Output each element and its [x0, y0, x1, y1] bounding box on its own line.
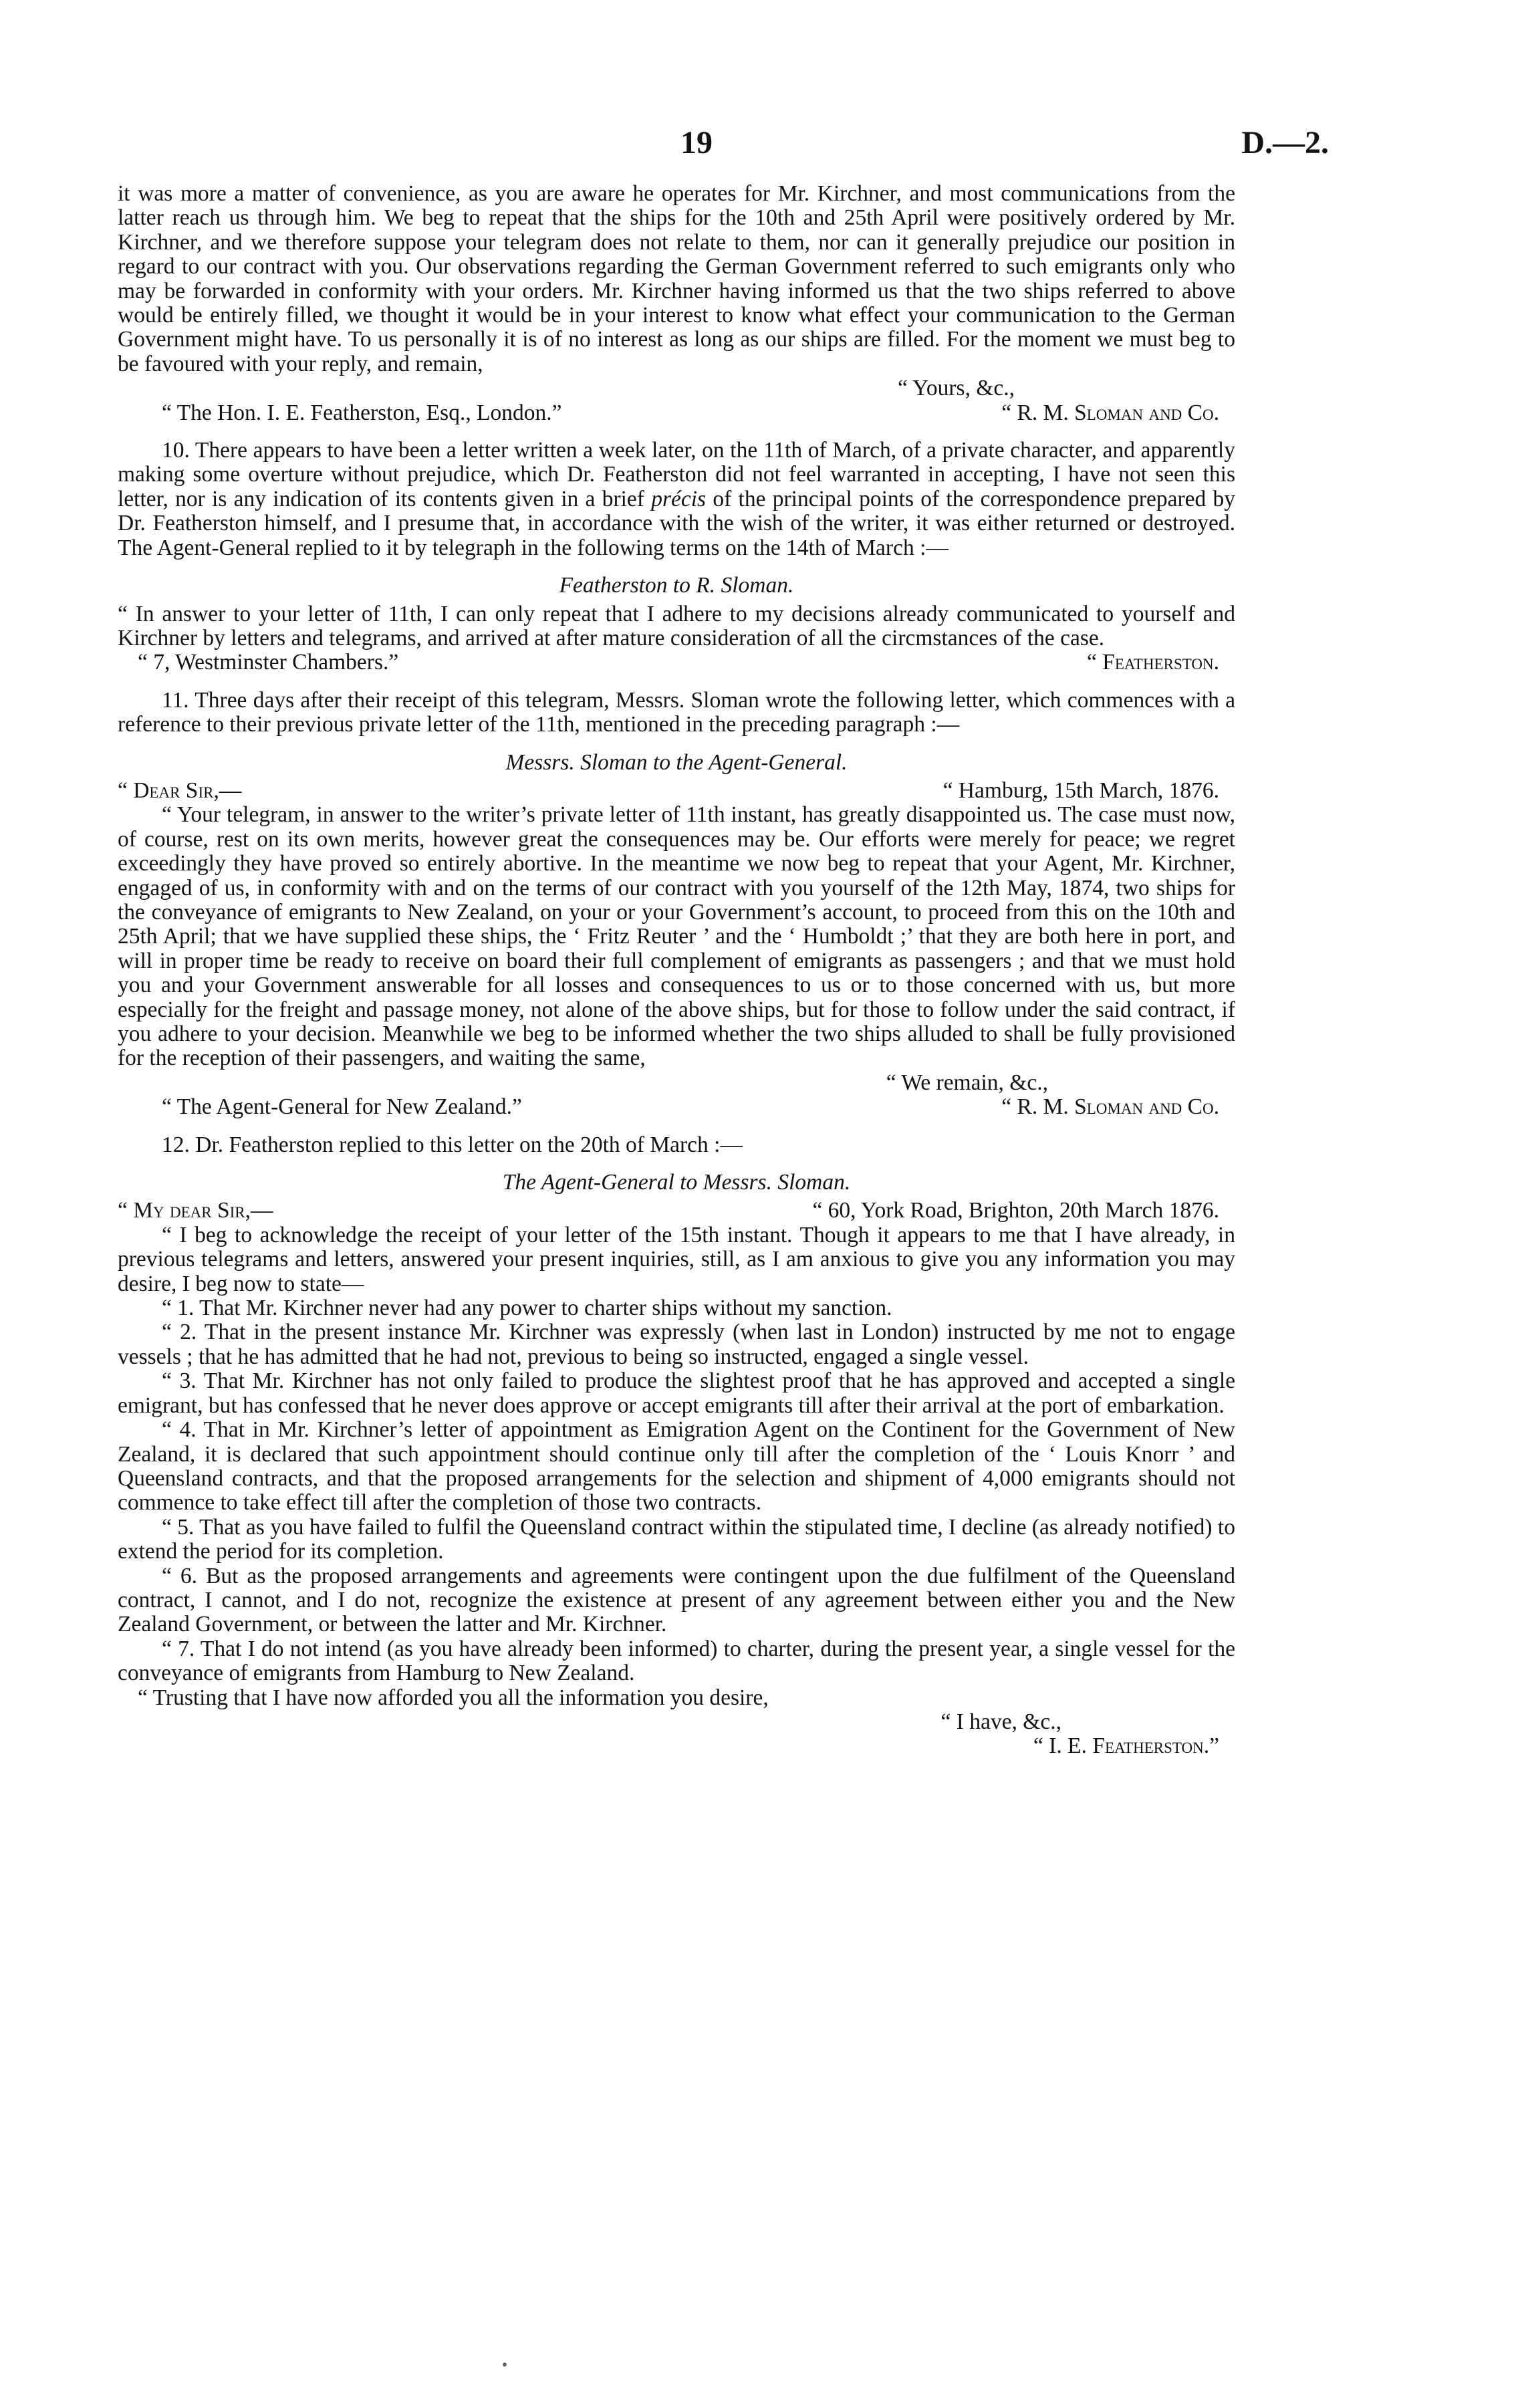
- letter-2-heading: The Agent-General to Messrs. Sloman.: [502, 1170, 851, 1195]
- letter-2-signature: “ I. E. Featherston.”: [1033, 1733, 1219, 1759]
- letter-2-closing-line: “ Trusting that I have now afforded you all the information you desire,: [138, 1685, 769, 1710]
- letter-1-opening: [118, 779, 1235, 803]
- letter-2-point: “ 1. That Mr. Kirchner never had any power to charter ships without my sanction.: [162, 1296, 892, 1321]
- letter-2-point: “ 4. That in Mr. Kirchner’s letter of appointment as Emigration Agent on the Continent for the Government of New Zealand, it is declared that such appointment should continue only till after the completion of the ‘ Louis Knorr ’ and Queensland contracts, and that the proposed arrangements for the selection and shipment of 4,000 emigrants should not commence to take effect till after the completion of those two contracts.: [118, 1417, 1235, 1516]
- letter-1-body: “ Your telegram, in answer to the writer’s private letter of 11th instant, has greatly disappointed us. The case must now, of course, rest on its own merits, however great the consequences may be. Our efforts were merely for peace; we regret exceedingly they have proved so entirely abortive. In the meantime we now beg to repeat that your Agent, Mr. Kirchner, engaged of us, in conformity with and on the terms of our contract with you yourself of the 12th May, 1874, two ships for the conveyance of emigrants to New Zealand, on your or your Government’s account, to proceed from this on the 10th and 25th April; that we have supplied these ships, the ‘ Fritz Reuter ’ and the ‘ Humboldt ;’ that they are both here in port, and will in proper time be ready to receive on board their full complement of emigrants as passengers ; and that we must hold you and your Government answerable for all losses and consequences to us or to those concerned with us, but more especially for the freight and passage money, not alone of the above ships, but for those to follow under the said contract, if you adhere to your decision. Meanwhile we beg to be informed whether the two ships alluded to shall be fully provisioned for the reception of their passengers, and waiting the same,: [118, 802, 1235, 1071]
- telegram-text: “ In answer to your letter of 11th, I can only repeat that I adhere to my decisions already communicated to yourself and Kirchner by letters and telegrams, and arrived at after mature consideration of all the circmstances of the case.: [118, 601, 1235, 650]
- paragraph-12: 12. Dr. Featherston replied to this letter on the 20th of March :—: [162, 1132, 743, 1157]
- paragraph-10: [118, 439, 1235, 560]
- paragraph-10-text-b: of the principal points of the correspondence prepared by Dr. Featherston himself, and I presume that, in accordance with the wish of the writer, it was either returned or destroyed. The Agent-General replied to it by telegraph in the following terms on the 14th of March :—: [118, 486, 1236, 560]
- letter-1-place-date: “ Hamburg, 15th March, 1876.: [942, 777, 1219, 803]
- letter-close: “ Yours, &c.,: [898, 376, 1015, 401]
- letter-1-close: “ We remain, &c.,: [886, 1070, 1048, 1095]
- paragraph-10-text-a: 10. There appears to have been a letter written a week later, on the 11th of March, of a private character, and apparently making some overture without prejudice, which Dr. Featherston did not feel warranted in accepting, I have not seen this letter, nor is any indication of its contents given in a brief: [118, 438, 1235, 511]
- letter-signature: “ R. M. Sloman and Co.: [1001, 400, 1219, 425]
- page-number: 19: [680, 125, 713, 160]
- letter-1-signature: “ R. M. Sloman and Co.: [1001, 1094, 1219, 1120]
- letter-1-footer: [118, 1095, 1235, 1119]
- letter-addressee: “ The Hon. I. E. Featherston, Esq., London.”: [162, 400, 562, 425]
- telegram-address: “ 7, Westminster Chambers.”: [138, 650, 399, 675]
- letter-1-heading: Messrs. Sloman to the Agent-General.: [505, 749, 848, 775]
- letter-2-place-date: “ 60, York Road, Brighton, 20th March 1876.: [812, 1198, 1219, 1223]
- letter-1-addressee: “ The Agent-General for New Zealand.”: [162, 1094, 522, 1120]
- letter-2-intro: “ I beg to acknowledge the receipt of your letter of the 15th instant. Though it appears to me that I have already, in previous telegrams and letters, answered your present inquiries, still, as I am anxious to give you any information you may desire, I beg now to state—: [118, 1222, 1235, 1296]
- page-body: [118, 182, 1235, 1759]
- paragraph-10-italic: précis: [651, 486, 707, 511]
- telegram-heading: Featherston to R. Sloman.: [559, 573, 794, 598]
- paragraph-11: 11. Three days after their receipt of this telegram, Messrs. Sloman wrote the following letter, which commences with a reference to their previous private letter of the 11th, mentioned in the preceding paragraph :—: [118, 687, 1235, 737]
- letter-2-salutation: “ My dear Sir,—: [118, 1198, 273, 1223]
- telegram-signature: “ Featherston.: [1086, 650, 1219, 675]
- letter-2-point: “ 6. But as the proposed arrangements and agreements were contingent upon the due fulfilment of the Queensland contract, I cannot, and I do not, recognize the existence at present of any agreement between either you and the New Zealand Government, or between the latter and Mr. Kirchner.: [118, 1563, 1235, 1637]
- letter-2-point: “ 5. That as you have failed to fulfil the Queensland contract within the stipulated time, I decline (as already notified) to extend the period for its completion.: [118, 1514, 1235, 1564]
- page-speck: [503, 2363, 507, 2367]
- letter-2-point: “ 2. That in the present instance Mr. Kirchner was expressly (when last in London) instructed by me not to engage vessels ; that he has admitted that he had not, previous to being so instructed, engaged a single vessel.: [118, 1320, 1235, 1369]
- letter-1-salutation: “ Dear Sir,—: [118, 777, 242, 803]
- document-reference: D.—2.: [1241, 125, 1329, 160]
- letter-2-point: “ 3. That Mr. Kirchner has not only failed to produce the slightest proof that he has approved and accepted a single emigrant, but has confessed that he never does approve or accept emigrants till after their arrival at the port of embarkation.: [118, 1368, 1235, 1418]
- letter-2-close: “ I have, &c.,: [940, 1709, 1061, 1734]
- letter-footer: [118, 401, 1235, 425]
- letter-2-opening: [118, 1199, 1235, 1223]
- page-header: [0, 124, 1516, 164]
- continued-paragraph: it was more a matter of convenience, as you are aware he operates for Mr. Kirchner, and most communications from the latter reach us through him. We beg to repeat that the ships for the 10th and 25th April were positively ordered by Mr. Kirchner, and we therefore suppose your telegram does not relate to them, nor can it generally prejudice our position in regard to our contract with you. Our observations regarding the German Government referred to such emigrants only who may be forwarded in conformity with your orders. Mr. Kirchner having informed us that the two ships referred to above would be entirely filled, we thought it would be in your interest to know what effect your communication to the German Government might have. To us personally it is of no interest as long as our ships are filled. For the moment we must beg to be favoured with your reply, and remain,: [118, 181, 1235, 376]
- letter-2-point: “ 7. That I do not intend (as you have already been informed) to charter, during the present year, a single vessel for the conveyance of emigrants from Hamburg to New Zealand.: [118, 1636, 1235, 1686]
- telegram-footer: [118, 650, 1235, 675]
